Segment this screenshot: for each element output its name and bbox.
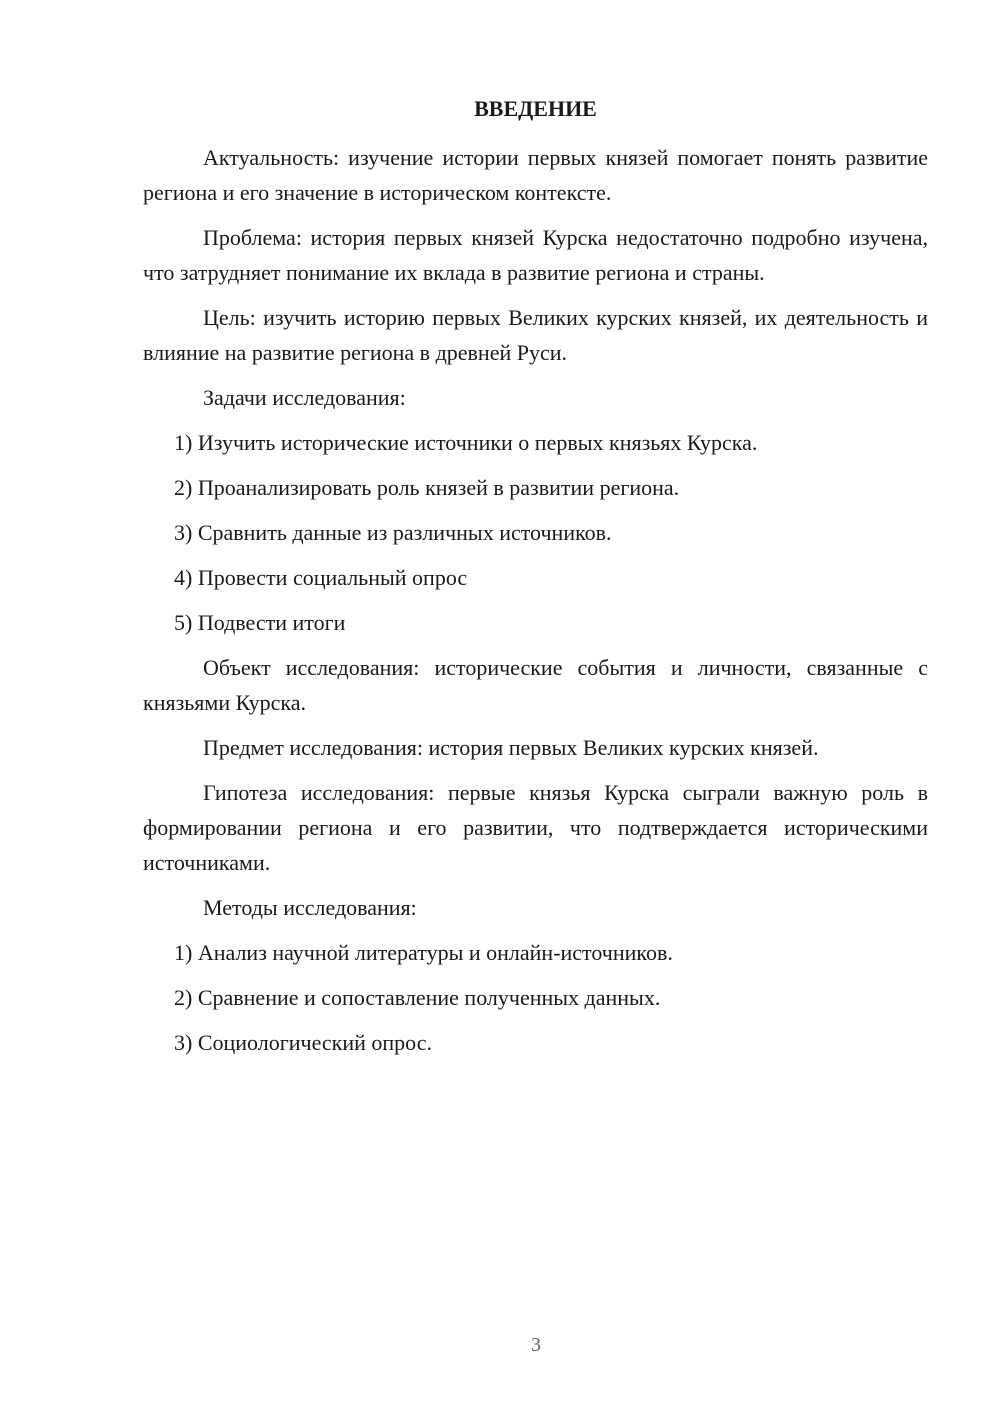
methods-title: Методы исследования: [203, 895, 417, 920]
task-item-3: 3) Сравнить данные из различных источников. [174, 520, 612, 545]
task-item-2: 2) Проанализировать роль князей в развитии региона. [174, 475, 680, 500]
object-paragraph: Объект исследования: исторические события и личности, связанные с князьями Курска. [143, 655, 928, 715]
section-heading: ВВЕДЕНИЕ [474, 96, 597, 121]
task-item-1: 1) Изучить исторические источники о первых князьях Курска. [174, 430, 758, 455]
subject-paragraph: Предмет исследования: история первых Великих курских князей. [203, 735, 819, 760]
relevance-paragraph: Актуальность: изучение истории первых князей помогает понять развитие региона и его значение в историческом контексте. [143, 145, 928, 205]
task-item-4: 4) Провести социальный опрос [174, 565, 468, 590]
page-number: 3 [531, 1334, 541, 1356]
method-item-3: 3) Социологический опрос. [174, 1030, 432, 1055]
task-item-5: 5) Подвести итоги [174, 610, 346, 635]
goal-paragraph: Цель: изучить историю первых Великих курских князей, их деятельность и влияние на развитие региона в древней Руси. [143, 305, 928, 365]
hypothesis-paragraph: Гипотеза исследования: первые князья Курска сыграли важную роль в формировании региона и его развитии, что подтверждается историческими источниками. [143, 780, 928, 875]
method-item-1: 1) Анализ научной литературы и онлайн-источников. [174, 940, 673, 965]
methods-list [143, 935, 928, 1060]
tasks-title: Задачи исследования: [203, 385, 406, 410]
tasks-list [143, 425, 928, 640]
method-item-2: 2) Сравнение и сопоставление полученных данных. [174, 985, 661, 1010]
problem-paragraph: Проблема: история первых князей Курска недостаточно подробно изучена, что затрудняет понимание их вклада в развитие региона и страны. [143, 225, 928, 285]
document-body [143, 94, 928, 1070]
